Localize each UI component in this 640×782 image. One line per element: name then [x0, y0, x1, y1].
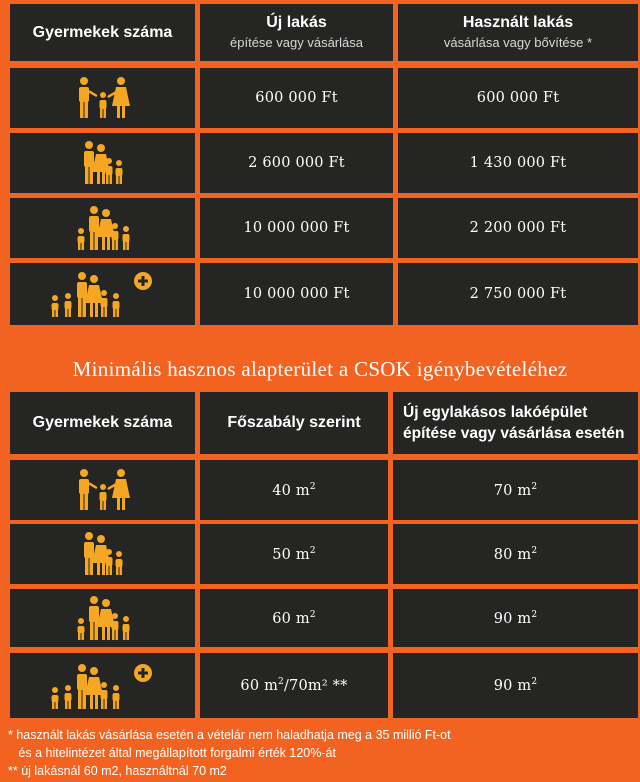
header-children-count: Gyermekek száma: [10, 392, 195, 454]
table-header-row: [10, 4, 638, 61]
new-house-area: 90 $m^2$: [393, 653, 638, 718]
new-house-area: 90 $m^2$: [393, 589, 638, 647]
new-house-area: 70 $m^2$: [393, 460, 638, 520]
table-row: [10, 589, 638, 647]
used-home-amount: 600 000 Ft: [398, 68, 638, 128]
footnote-line: és a hitelintézet által megállapított forgalmi érték 120%-át: [8, 746, 336, 760]
used-home-amount: 2 200 000 Ft: [398, 198, 638, 258]
footnote-line: ** új lakásnál 60 m2, használtnál 70 m2: [8, 764, 227, 778]
new-home-amount: 10 000 000 Ft: [200, 198, 393, 258]
header-children-count: Gyermekek száma: [10, 4, 195, 61]
table-row: [10, 68, 638, 128]
table-row: [10, 198, 638, 258]
new-house-area: 80 $m^2$: [393, 524, 638, 584]
main-rule-area: 60 $m^2$: [200, 589, 388, 647]
used-home-amount: 1 430 000 Ft: [398, 133, 638, 193]
table-header-row: [10, 392, 638, 454]
new-home-amount: 600 000 Ft: [200, 68, 393, 128]
family-four-plus-children-icon: [10, 653, 195, 718]
table-row: [10, 263, 638, 325]
header-new-detached-house: Új egylakásos lakóépület építése vagy vásárlása esetén: [393, 392, 638, 454]
new-home-amount: 10 000 000 Ft: [200, 263, 393, 325]
used-home-amount: 2 750 000 Ft: [398, 263, 638, 325]
footnote-line: * használt lakás vásárlása esetén a vételár nem haladhatja meg a 35 millió Ft-ot: [8, 728, 451, 742]
footnotes: [8, 726, 451, 780]
main-rule-area: 50 $m^2$: [200, 524, 388, 584]
new-home-amount: 2 600 000 Ft: [200, 133, 393, 193]
main-rule-area: 40 $m^2$: [200, 460, 388, 520]
table-row: [10, 460, 638, 520]
family-four-plus-children-icon: [10, 263, 195, 325]
main-rule-area: 60 $m^2/70m^2$ **: [200, 653, 388, 718]
header-new-home: Új lakás építése vagy vásárlása: [200, 4, 393, 61]
family-three-children-icon: [10, 198, 195, 258]
header-main-rule: Főszabály szerint: [200, 392, 388, 454]
family-two-children-icon: [10, 133, 195, 193]
family-three-children-icon: [10, 589, 195, 647]
table-row: [10, 524, 638, 584]
family-one-child-icon: [10, 460, 195, 520]
section-title: Minimális hasznos alapterület a CSOK igénybevételéhez: [72, 357, 568, 381]
table-row: [10, 133, 638, 193]
family-one-child-icon: [10, 68, 195, 128]
header-used-home: Használt lakás vásárlása vagy bővítése *: [398, 4, 638, 61]
table-row: [10, 653, 638, 718]
family-two-children-icon: [10, 524, 195, 584]
